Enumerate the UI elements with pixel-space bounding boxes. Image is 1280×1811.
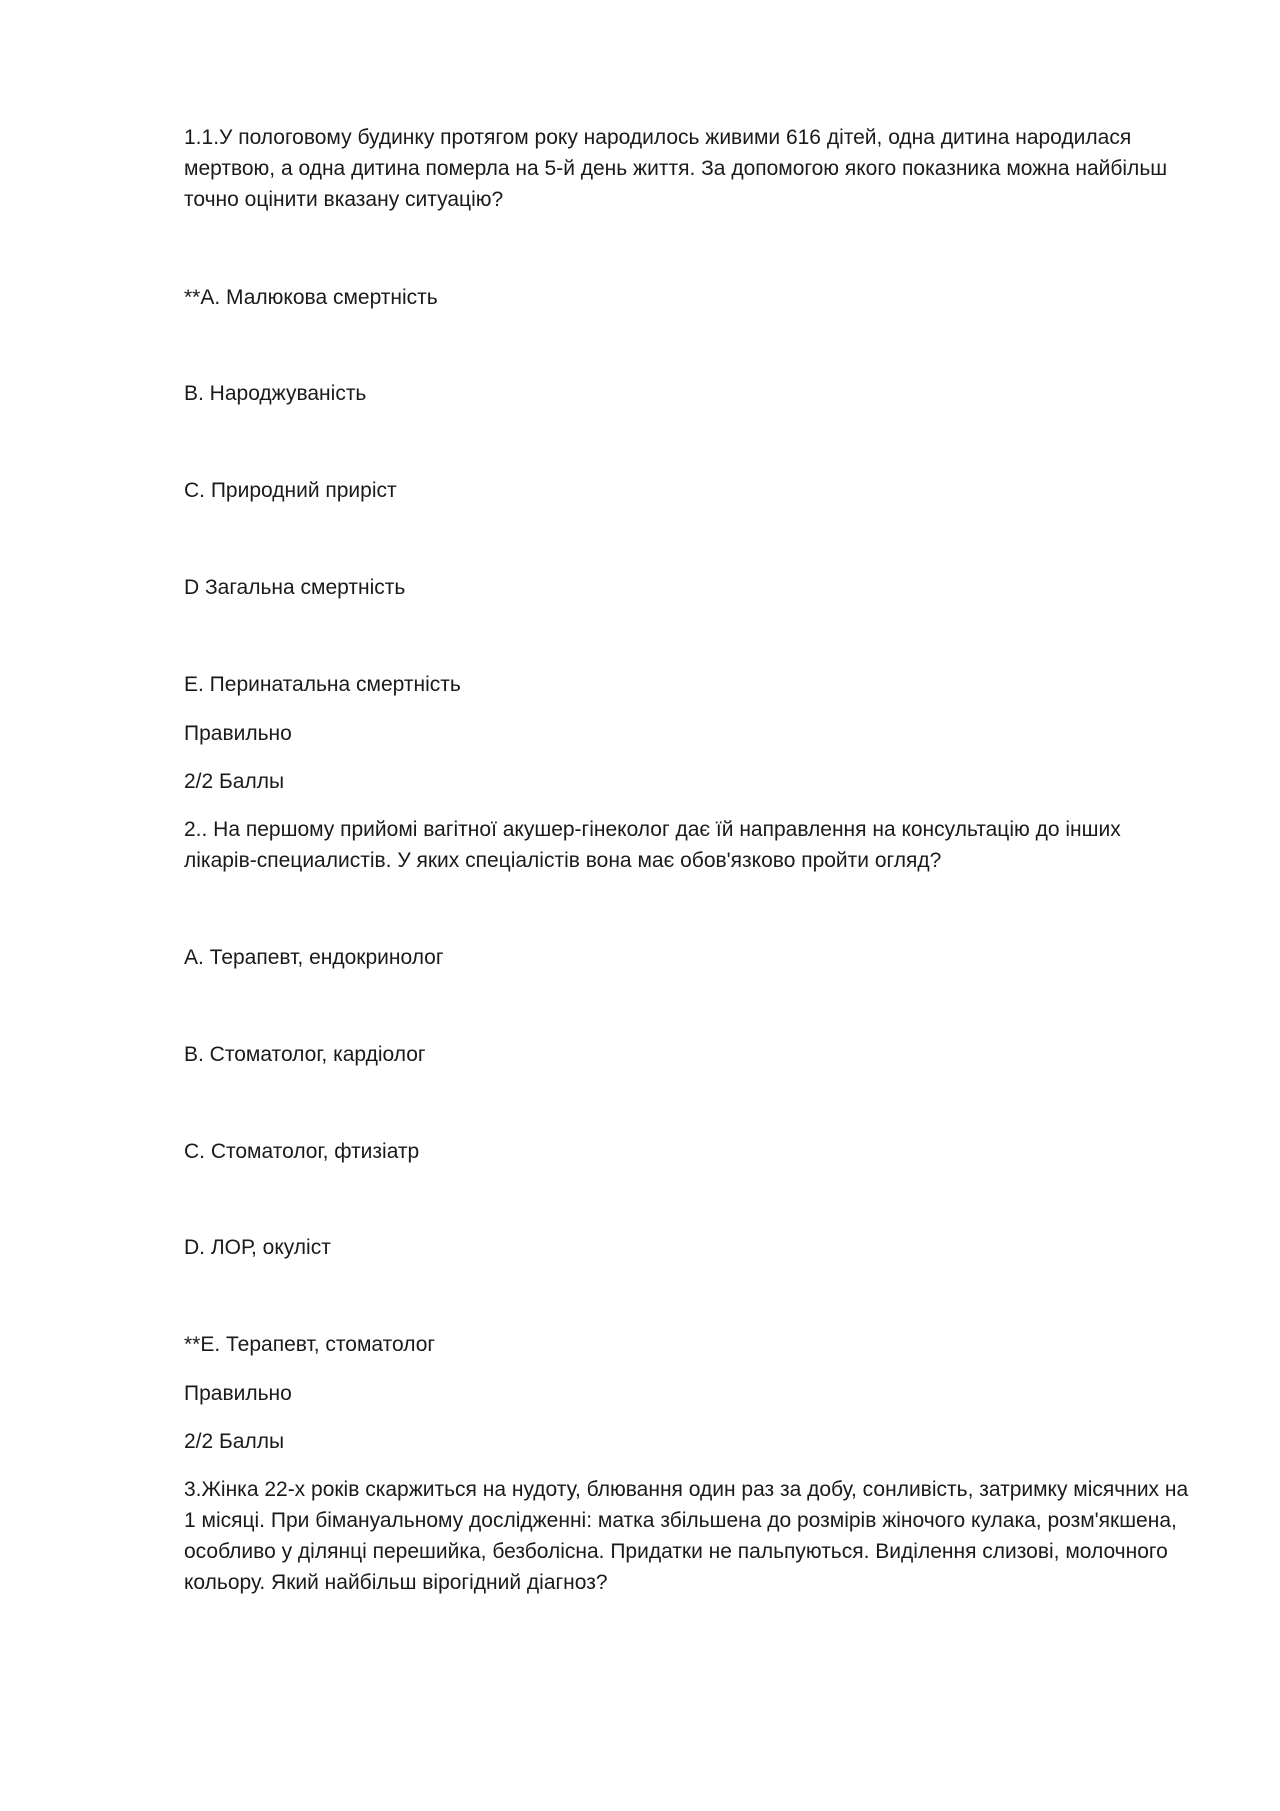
question-1-score: 2/2 Баллы [184, 770, 285, 793]
question-2-option-d: D. ЛОР, окуліст [184, 1236, 331, 1259]
question-2-option-b: В. Стоматолог, кардіолог [184, 1043, 426, 1066]
question-3-text: 3.Жінка 22-х років скаржиться на нудоту, блювання один раз за добу, сонливість, затримку місячних на 1 місяці. При бімануальному дослідженні: матка збільшена до розмірів жіночого кулака, розм'якшена, особливо у ділянці перешийка, безболісна. Придатки не пальпуються. Виділення слизові, молочного кольору. Який найбільш вірогідний діагноз? [184, 1478, 1189, 1594]
question-1-result: Правильно [184, 722, 292, 745]
question-1-option-c: С. Природний приріст [184, 479, 397, 502]
question-2-score: 2/2 Баллы [184, 1430, 285, 1453]
question-2-text: 2.. На першому прийомі вагітної акушер-гінеколог дає їй направлення на консультацію до інших лікарів-специалистів. У яких спеціалістів вона має обов'язково пройти огляд? [184, 818, 1121, 872]
question-1-option-a: **А. Малюкова смертність [184, 286, 438, 309]
question-1-text: 1.1.У пологовому будинку протягом року народилось живими 616 дітей, одна дитина народилася мертвою, а одна дитина померла на 5-й день життя. За допомогою якого показника можна найбільш точно оцінити вказану ситуацію? [184, 126, 1168, 211]
question-2-option-e: **Е. Терапевт, стоматолог [184, 1333, 436, 1356]
question-2-option-a: А. Терапевт, ендокринолог [184, 946, 444, 969]
question-1-option-b: В. Народжуваність [184, 382, 367, 405]
question-2-option-c: С. Стоматолог, фтизіатр [184, 1140, 420, 1163]
question-1-option-d: D Загальна смертність [184, 576, 406, 599]
question-2-result: Правильно [184, 1382, 292, 1405]
question-1-option-e: Е. Перинатальна смертність [184, 673, 461, 696]
